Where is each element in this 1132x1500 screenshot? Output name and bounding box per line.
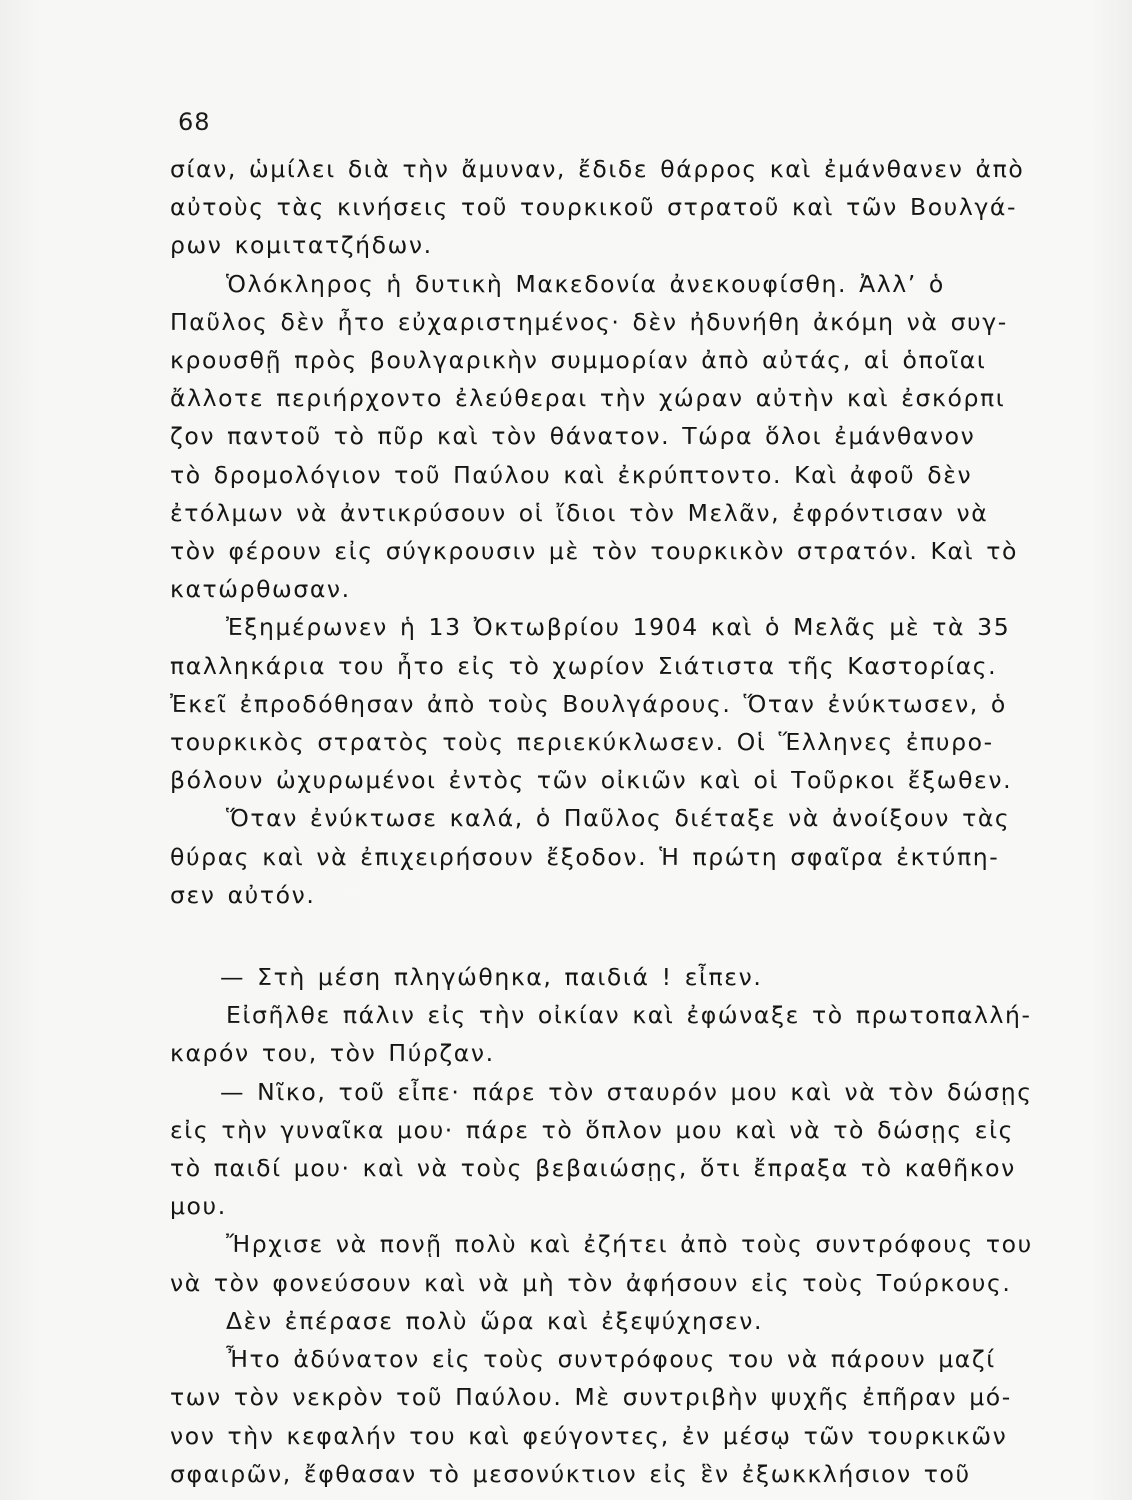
text-line: ἄλλοτε περιήρχοντο ἐλεύθεραι τὴν χώραν αὐτὴν καὶ ἐσκόρπι: [170, 384, 1006, 413]
text-line: νον τὴν κεφαλήν του καὶ φεύγοντες, ἐν μέσῳ τῶν τουρκικῶν: [170, 1421, 1008, 1450]
text-line: σεν αὐτόν.: [170, 880, 316, 909]
text-line: μου.: [170, 1192, 227, 1221]
text-line: παλληκάρια του ἦτο εἰς τὸ χωρίον Σιάτιστα τῆς Καστορίας.: [170, 651, 998, 680]
text-line: εἰς τὴν γυναῖκα μου· πάρε τὸ ὅπλον μου καὶ νὰ τὸ δώσῃς εἰς: [170, 1115, 1015, 1144]
body-text: [170, 150, 1130, 1493]
page-number: 68: [178, 108, 211, 136]
text-line: Εἰσῆλθε πάλιν εἰς τὴν οἰκίαν καὶ ἐφώναξε τὸ πρωτοπαλλή-: [226, 1001, 1032, 1030]
text-line: κατώρθωσαν.: [170, 575, 351, 604]
text-line: Ἤρχισε νὰ πονῇ πολὺ καὶ ἐζήτει ἀπὸ τοὺς συντρόφους του: [226, 1230, 1033, 1259]
text-line: Ἐξημέρωνεν ἡ 13 Ὀκτωβρίου 1904 καὶ ὁ Μελᾶς μὲ τὰ 35: [226, 613, 1011, 642]
text-line: καρόν του, τὸν Πύρζαν.: [170, 1039, 495, 1068]
text-line: σίαν, ὡμίλει διὰ τὴν ἄμυναν, ἔδιδε θάρρος καὶ ἐμάνθανεν ἀπὸ: [170, 155, 1025, 183]
text-line: Δὲν ἐπέρασε πολὺ ὥρα καὶ ἐξεψύχησεν.: [226, 1306, 764, 1335]
text-line: τὸ δρομολόγιον τοῦ Παύλου καὶ ἐκρύπτοντο. Καὶ ἀφοῦ δὲν: [170, 460, 973, 489]
dialog-line: — Νῖκο, τοῦ εἶπε· πάρε τὸν σταυρόν μου καὶ νὰ τὸν δώσῃς: [220, 1077, 1033, 1106]
text-line: θύρας καὶ νὰ ἐπιχειρήσουν ἔξοδον. Ἡ πρώτη σφαῖρα ἐκτύπη-: [170, 842, 1000, 871]
text-line: ρων κομιτατζήδων.: [170, 231, 433, 260]
text-line: νὰ τὸν φονεύσουν καὶ νὰ μὴ τὸν ἀφήσουν εἰς τοὺς Τούρκους.: [170, 1268, 1012, 1297]
text-line: Ἐκεῖ ἐπροδόθησαν ἀπὸ τοὺς Βουλγάρους. Ὅταν ἐνύκτωσεν, ὁ: [170, 689, 1007, 718]
text-line: Ἦτο ἀδύνατον εἰς τοὺς συντρόφους του νὰ πάρουν μαζί: [226, 1345, 996, 1374]
text-line: Παῦλος δὲν ἦτο εὐχαριστημένος· δὲν ἠδυνήθη ἀκόμη νὰ συγ-: [170, 307, 1008, 336]
text-line: κρουσθῇ πρὸς βουλγαρικὴν συμμορίαν ἀπὸ αὐτάς, αἱ ὁποῖαι: [170, 346, 987, 375]
text-line: τουρκικὸς στρατὸς τοὺς περιεκύκλωσεν. Οἱ Ἕλληνες ἐπυρο-: [170, 728, 994, 757]
dialog-line: — Στὴ μέση πληγώθηκα, παιδιά ! εἶπεν.: [220, 963, 763, 992]
text-line: ζον παντοῦ τὸ πῦρ καὶ τὸν θάνατον. Τώρα ὅλοι ἐμάνθανον: [170, 422, 976, 451]
text-line: Ὅταν ἐνύκτωσε καλά, ὁ Παῦλος διέταξε νὰ ἀνοίξουν τὰς: [226, 804, 1011, 833]
text-line: αὐτοὺς τὰς κινήσεις τοῦ τουρκικοῦ στρατοῦ καὶ τῶν Βουλγά-: [170, 193, 1018, 222]
text-line: τὸν φέρουν εἰς σύγκρουσιν μὲ τὸν τουρκικὸν στρατόν. Καὶ τὸ: [170, 537, 1018, 566]
text-line: των τὸν νεκρὸν τοῦ Παύλου. Μὲ συντριβὴν ψυχῆς ἐπῆραν μό-: [170, 1383, 1012, 1412]
text-line: σφαιρῶν, ἔφθασαν τὸ μεσονύκτιον εἰς ἓν ἐξωκκλήσιον τοῦ: [170, 1459, 971, 1488]
text-line: Ὁλόκληρος ἡ δυτικὴ Μακεδονία ἀνεκουφίσθη. Ἀλλ’ ὁ: [226, 269, 945, 298]
text-line: τὸ παιδί μου· καὶ νὰ τοὺς βεβαιώσῃς, ὅτι ἔπραξα τὸ καθῆκον: [170, 1154, 1016, 1183]
text-line: βόλουν ὠχυρωμένοι ἐντὸς τῶν οἰκιῶν καὶ οἱ Τοῦρκοι ἔξωθεν.: [170, 766, 1013, 795]
paragraph-gap: [170, 914, 1130, 958]
text-line: ἐτόλμων νὰ ἀντικρύσουν οἱ ἴδιοι τὸν Μελᾶν, ἐφρόντισαν νὰ: [170, 498, 989, 527]
